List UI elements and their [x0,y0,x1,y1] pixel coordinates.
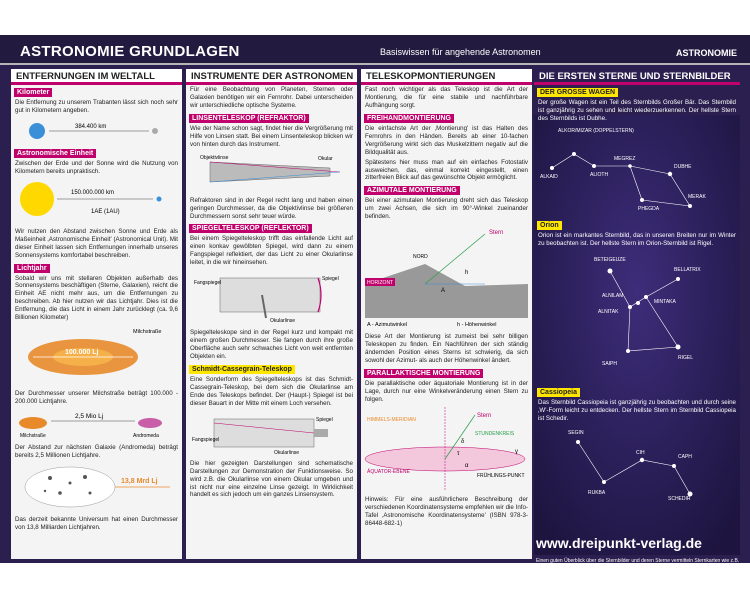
star-label: MERAK [688,193,706,200]
legend-label: h - Höhenwinkel [457,322,497,329]
reflector-diagram [190,270,353,324]
star-label: PHEGDA [638,205,660,212]
footer-note: Einen guten Überblick über die Sternbilder und deren Sterne vermitteln Sternkarten wie z.B. die ‚Sternkarte des Nordhimmels' im Format DIN A0 (ISBN 978-3-86448-683-8 ) [536,558,740,570]
lens-label: Okularlinse [274,449,300,456]
star-label: ALNILAM [602,292,624,299]
north-label: NORD [413,254,428,261]
paragraph: Fast noch wichtiger als das Teleskop ist die Art der Montierung, die für eine stabile und nachführbare Aufhängung sorgt. [365,86,528,109]
star-label: MINTAKA [654,298,676,305]
column-heading: TELESKOPMONTIERUNGEN [361,69,532,85]
section-label: Astronomische Einheit [14,149,96,158]
distance-label: 2,5 Mio Lj [75,413,104,420]
star-label: CIH [636,449,645,456]
unit-label: 1AE (1AU) [91,208,120,215]
distance-label: 13,8 Mrd Lj [121,477,158,485]
paragraph: Die parallaktische oder äquatoriale Montierung ist in der Lage, durch nur eine Winkelveränderung einen Stern zu folgen. [365,379,528,403]
greek-label: δ [461,438,465,445]
section-label: AZIMUTALE MONTIERUNG [364,186,460,195]
paragraph: Für eine Beobachtung von Planeten, Sternen oder Galaxien benötigen wir ein Fernrohr. Dabei unterscheiden wir unterschiedliche optische Systeme. [190,86,353,109]
azimuthal-diagram [365,224,528,328]
paragraph: Die einfachste Art der ‚Montierung' ist das Halten des Fernrohrs in den Händen. Bereits ab einer 10-fachen Vergrößerung wirkt sich das Muskelzittern negativ auf die Bildqualität aus. [365,124,528,156]
greek-label: α [465,462,469,469]
paragraph: Spätestens hier muss man auf ein einfaches Fotostativ ausweichen, das, einmal korrekt eingestellt, einen zitterfreien Blick auf das gewünschte Objekt ermöglicht. [365,158,528,182]
section-label: LINSENTELESKOP (REFRAKTOR) [189,114,309,123]
star-label: ALIOTH [590,171,609,178]
page-subtitle: Basiswissen für angehende Astronomen [380,47,541,57]
horizon-label: HORIZONT [367,280,394,287]
paragraph: Zwischen der Erde und der Sonne wird die Nutzung von Kilometern bereits unpraktisch. [15,159,178,175]
publisher-url[interactable]: www.dreipunkt-verlag.de [536,535,702,551]
star-label: ALKOR/MIZAR (DOPPELSTERN) [558,127,634,134]
galaxy-label: Milchstraße [133,329,162,336]
section-label: PARALLAKTISCHE MONTIERUNG [364,369,483,378]
sun-earth-diagram [15,179,178,223]
lens-label: Objektivlinse [200,154,229,161]
section-label: SPIEGELTELESKOP (REFLEKTOR) [189,224,312,233]
andromeda-diagram [15,409,178,439]
hour-circle-label: STUNDENKREIS [475,430,515,437]
eyepiece-label: Okular [318,155,333,162]
distance-label: 150.000.000 km [71,189,115,196]
meridian-label: HIMMELS-MERIDIAN [367,416,416,423]
column-instruments [186,69,357,559]
distance-label: 100.000 Lj [65,349,99,357]
column-mounts [361,69,532,559]
orion-map [538,251,736,381]
paragraph: Hinweis: Für eine ausführlichere Beschreibung der verschiedenen Koordinatensysteme empfehlen wir die Info-Tafel ‚Astronomische Koordinatensysteme' (ISBN 978-3-86448-682-1) [365,495,528,527]
paragraph: Sobald wir uns mit stellaren Objekten außerhalb des Sonnensystems beschäftigen (Sterne, Galaxien), reicht die Einheit AE nicht mehr aus, um die Entfernungen zu beschreiben. Ab hier nutzen wir das Lichtjahr. Dies ist die Entfernung, die das Licht in einem Jahr zurücklegt (ca. 9,6 Billionen Kilometer) [15,274,178,322]
star-label: RUKBA [588,489,606,496]
header-bar [0,35,750,65]
section-label: Kilometer [14,88,52,97]
mirror-label: Fangspiegel [192,436,220,443]
paragraph: Refraktoren sind in der Regel recht lang und haben einen geringen Durchmesser, da die Objektivlinse bei größeren Durchmessern sonst sehr teuer würde. [190,196,353,220]
star-label: SEGIN [568,429,584,436]
mirror-label: Spiegel [316,416,333,423]
equator-label: ÄQUATOR-EBENE [367,468,410,475]
paragraph: Der Durchmesser unserer Milchstraße beträgt 100.000 - 200.000 Lichtjahre. [15,390,178,406]
vernal-point-label: FRÜHLINGS-PUNKT [477,472,525,479]
cassiopeia-map [538,426,736,500]
distance-label: 384.400 km [75,123,107,130]
star-label: SAIPH [602,360,618,367]
section-label: DER GROSSE WAGEN [537,88,618,97]
mirror-label: Spiegel [322,276,339,283]
section-label: FREIHANDMONTIERUNG [364,114,454,123]
section-label: Lichtjahr [14,264,50,273]
angle-label: A [441,288,446,295]
star-label: BETEIGEUZE [594,256,626,263]
star-label: CAPH [678,453,692,460]
column-heading: ENTFERNUNGEN IM WELTALL [11,69,182,85]
lens-label: Okularlinse [270,318,296,325]
star-label: SCHEDIR [668,495,691,502]
big-dipper-map [538,126,736,214]
star-label: ALNITAK [598,308,619,315]
galaxy-label: Andromeda [133,433,159,439]
poster [0,35,750,570]
category-label: ASTRONOMIE [676,48,738,58]
mirror-label: Fangspiegel [194,280,222,287]
greek-label: τ [457,450,460,457]
universe-diagram [15,463,178,511]
section-label: Orion [537,221,562,230]
column-heading: INSTRUMENTE DER ASTRONOMEN [186,69,357,85]
paragraph: Das Sternbild Cassiopeia ist ganzjährig zu beobachten und durch seine ‚W'-Form leicht zu entdecken. Der hellste Stern im Sternbild Cassiopeia ist Schedir. [538,398,736,422]
galaxy-label: Milchstraße [20,433,46,439]
earth-moon-diagram [15,118,178,142]
star-label: RIGEL [678,354,694,361]
column-constellations [534,69,740,559]
star-label: MEGREZ [614,155,636,162]
star-label: Stern [477,412,492,419]
equatorial-diagram [365,407,528,491]
paragraph: Wie der Name schon sagt, findet hier die Vergrößerung mit Hilfe von Linsen statt. Bei einem Linsenteleskop blicken wir von hinten durch das Instrument. [190,124,353,148]
paragraph: Bei einem Spiegelteleskop trifft das einfallende Licht auf einen konkav gewölbten Spiegel, wird dann zu einem Fangspiegel reflektiert, der das Licht zu einer Okularlinse leitet, in die wir hineinsehen. [190,235,353,267]
section-label: Schmidt-Cassegrain-Teleskop [189,365,295,374]
angle-label: h [465,270,469,277]
star-label: Stern [489,230,504,237]
paragraph: Die Entfernung zu unserem Trabanten lässt sich noch sehr gut in Kilometern angeben. [15,99,178,114]
paragraph: Bei einer azimutalen Montierung dreht sich das Teleskop um zwei Achsen, die sich im 90°-Winkel zueinander befinden. [365,197,528,221]
paragraph: Wir nutzen den Abstand zwischen Sonne und Erde als Maßeinheit ‚Astronomische Einheit' (Astronomical Unit). Mit dieser Einheit lassen sich Entfernungen innerhalb unseres Sonnensystems komfortabel beschreiben. [15,227,178,259]
section-label: Cassiopeia [537,388,580,397]
paragraph: Orion ist ein markantes Sternbild, das in unseren Breiten nur im Winter zu beobachten ist. Der hellste Stern im Orion-Sternbild ist Rigel. [538,231,736,247]
star-label: BELLATRIX [674,266,701,273]
paragraph: Spiegelteleskope sind in der Regel kurz und kompakt mit einem großen Durchmesser. Sie fangen durch ihre große Oberfläche auch sehr schwaches Licht von weit entfernten Objekten ein. [190,329,353,360]
schmidt-cassegrain-diagram [190,411,353,455]
star-label: ALKAID [540,173,558,180]
legend-label: A - Azimutwinkel [367,322,408,329]
paragraph: Der große Wagen ist ein Teil des Sternbilds Großer Bär. Das Sternbild ist ganzjährig zu sehen und leicht wiederzuerkennen. Der hellste Stern des Sternbilds ist Dubhe. [538,99,736,122]
paragraph: Der Abstand zur nächsten Galaxie (Andromeda) beträgt bereits 2,5 Millionen Lichtjahre. [15,444,178,459]
greek-label: γ [515,448,518,455]
paragraph: Eine Sonderform des Spiegelteleskops ist das Schmidt-Cassegrain-Teleskop, bei dem sich die Okularlinse am Ende des Teleskops befindet. Der (Haupt-) Spiegel ist bei dieser Bauart in der Mitte mit einem Loch versehen. [190,375,353,407]
paragraph: Das derzeit bekannte Universum hat einen Durchmesser von 13,8 Milliarden Lichtjahren. [15,515,178,531]
milky-way-diagram [15,325,178,385]
star-label: DUBHE [674,163,692,170]
paragraph: Diese Art der Montierung ist zumeist bei sehr billigen Teleskopen zu finden. Ein Nachführen der sich ständig ändernden Position eines Sterns ist schwierig, da sich sowohl der Azimut- als auch der Höhenwinkel ändert. [365,333,528,364]
paragraph: Die hier gezeigten Darstellungen sind schematische Darstellungen zur Demonstration der Funktionsweise. So wird z.B. die Okularlinse von einem Okular umgeben und ist nicht nur eine einzelne Linse gezeigt. In Wirklichkeit handelt es sich jedoch um ein ganzes Linsensystem. [190,459,353,499]
column-distances [11,69,182,559]
refractor-diagram [190,152,353,192]
column-heading: DIE ERSTEN STERNE UND STERNBILDER [534,69,740,85]
page-title: ASTRONOMIE GRUNDLAGEN [20,43,240,60]
